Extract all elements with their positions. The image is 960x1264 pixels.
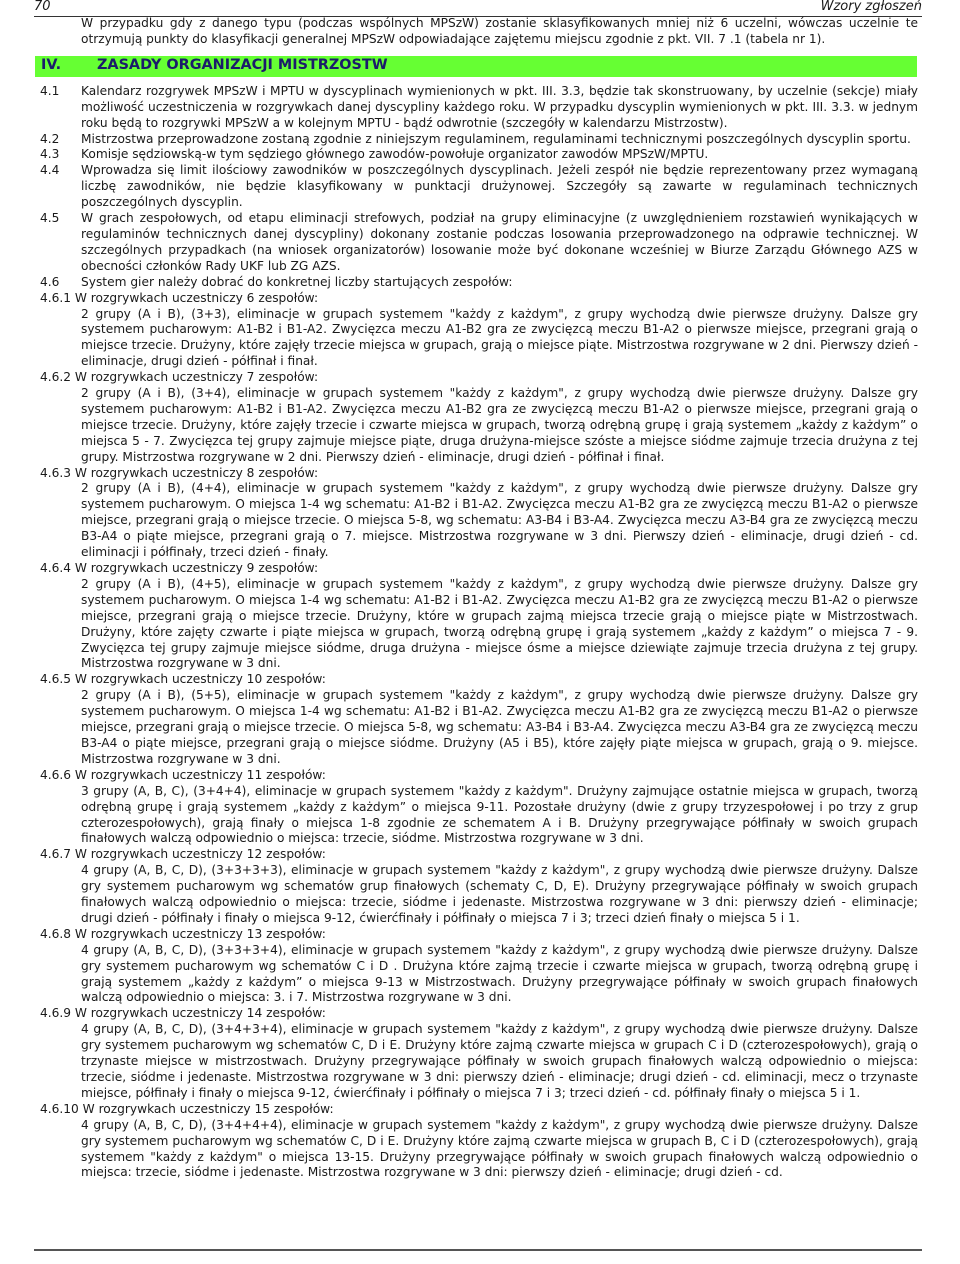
item-number: 4.2 xyxy=(40,131,60,146)
page-number: 70 xyxy=(34,0,51,14)
item-number: 4.5 xyxy=(40,211,60,226)
subitem-heading: 4.6.6 W rozgrywkach uczestniczy 11 zespołów: xyxy=(40,767,326,782)
subitem-body: 2 grupy (A i B), (5+5), eliminacje w grupach systemem "każdy z każdym", z grupy wychodzą dwie pierwsze drużyny. Dalsze gry systemem pucharowym. O miejsca 1-4 wg schematu: A1-B2 i B1-A2. Zwycięzca meczu A1-B2 gra ze zwycięzcą meczu B1-A2 o pierwsze miejsce, przegrani grają o miejsce trzecie. O miejsca 5-8, wg schematu: A3-B4 i B3-A4. Zwycięzca meczu A3-B4 gra ze zwycięzcą meczu B3-A4 o piąte miejsce, przegrani grają o miejsce siódme. Drużyny (A5 i B5), które zajęły piąte miejsca w grupach, grają o 9. miejsce. Mistrzostwa rozgrywane w 3 dni. xyxy=(81,688,918,766)
item-text: W grach zespołowych, od etapu eliminacji strefowych, podział na grupy eliminacyjne (z uwzględnieniem rozstawień wynikających w regulaminów technicznych danej dyscypliny) dokonany zostanie podczas losowania przeprowadzonego na odprawie technicznej. W szczególnych przypadkach (na wniosek organizatorów) losowanie może być dokonane wcześniej w Biurze Zarządu Głównego AZS w obecności członków Rady UKF lub ZG AZS. xyxy=(81,211,918,273)
subitem-heading: 4.6.10 W rozgrywkach uczestniczy 15 zespołów: xyxy=(40,1101,334,1116)
subitem-heading: 4.6.5 W rozgrywkach uczestniczy 10 zespołów: xyxy=(40,672,326,687)
subitem-4-6-4 xyxy=(40,561,918,672)
subitem-heading: 4.6.9 W rozgrywkach uczestniczy 14 zespołów: xyxy=(40,1006,326,1021)
subitem-4-6-2 xyxy=(40,370,918,465)
section-title: ZASADY ORGANIZACJI MISTRZOSTW xyxy=(97,56,388,73)
subitem-body: 3 grupy (A, B, C), (3+4+4), eliminacje w grupach systemem "każdy z każdym". Drużyny zajmujące ostatnie miejsca w grupach, tworzą odrębną grupę i grają systemem „każdy z każdym” o miejsca 9-11. Pozostałe drużyny (dwie z grupy trzyzespołowej i po trzy z grup czterozespołowych), grają finały o miejsca 1-8 zgodnie ze schematem A i B. Drużyny przegrywające półfinały w swoich grupach finałowych walczą odpowiednio o miejsca: trzecie, siódme. Mistrzostwa rozgrywane w 3 dni. xyxy=(81,783,918,846)
section-number: IV. xyxy=(41,56,62,73)
item-number: 4.4 xyxy=(40,163,60,178)
subitem-4-6-7 xyxy=(40,847,918,927)
item-4-5 xyxy=(40,211,918,275)
bottom-rule xyxy=(34,1249,922,1253)
intro-paragraph: W przypadku gdy z danego typu (podczas wspólnych MPSzW) zostanie sklasyfikowanych mniej niż 6 uczelni, wówczas uczelnie te otrzymują punkty do klasyfikacji generalnej MPSzW odpowiadające zajętemu miejscu zgodnie z pkt. VII. 7 .1 (tabela nr 1). xyxy=(81,16,918,46)
subitem-4-6-1 xyxy=(40,291,918,371)
subitem-body: 2 grupy (A i B), (3+4), eliminacje w grupach systemem "każdy z każdym", z grupy wychodzą dwie pierwsze drużyny. Dalsze gry systemem pucharowym: A1-B2 i B1-A2. Zwycięzca meczu A1-B2 gra ze zwycięzcą meczu B1-A2 o pierwsze miejsce, przegrani grają o miejsce trzecie. Drużyny, które zajęły trzecie i czwarte miejsca w grupach, tworzą odrębną grupę i grają systemem „każdy z każdym” o miejsca 5 - 7. Zwycięzca tej grupy zajmuje miejsce piąte, druga drużyna-miejsce szóste a miejsce siódme zajmuje trzecia drużyna z tej grupy. Mistrzostwa rozgrywane w 2 dni. Pierwszy dzień - eliminacje, drugi dzień - półfinał i finał. xyxy=(81,386,918,464)
subitem-4-6-8 xyxy=(40,927,918,1007)
page-header xyxy=(34,0,922,17)
item-number: 4.6 xyxy=(40,274,60,289)
subitem-body: 4 grupy (A, B, C, D), (3+4+4+4), eliminacje w grupach systemem "każdy z każdym", z grupy wychodzą dwie pierwsze drużyny. Dalsze gry systemem pucharowym wg schematów C, D i E. Drużyny które zajmą czwarte miejsca w grupach B, C i D (czterozespołowych), grają systemem "każdy z każdym" o miejsca 13-15. Drużyny przegrywające półfinały w swoich grupach finałowych walczą odpowiednio o miejsca: trzecie, siódme i jedenaste. Mistrzostwa rozgrywane w 3 dni: pierwszy dzień - eliminacje; drugi dzień - cd. xyxy=(81,1117,918,1180)
item-4-1 xyxy=(40,84,918,132)
page-content xyxy=(40,16,918,1181)
subitem-4-6-3 xyxy=(40,466,918,561)
running-title: Wzory zgłoszeń xyxy=(820,0,922,14)
item-text: System gier należy dobrać do konkretnej liczby startujących zespołów: xyxy=(81,274,513,289)
item-4-6 xyxy=(40,275,918,291)
subitem-4-6-9 xyxy=(40,1006,918,1101)
item-text: Mistrzostwa przeprowadzone zostaną zgodnie z niniejszym regulaminem, regulaminami technicznymi poszczególnych dyscyplin sportu. xyxy=(81,131,911,146)
subitem-body: 2 grupy (A i B), (4+5), eliminacje w grupach systemem "każdy z każdym", z grupy wychodzą dwie pierwsze drużyny. Dalsze gry systemem pucharowym. O miejsca 1-4 wg schematu: A1-B2 i B1-A2. Zwycięzca meczu A1-B2 gra ze zwycięzcą meczu B1-A2 o pierwsze miejsce, przegrani grają o miejsce trzecie. Drużyny, które w grupach zajmą miejsca trzecie grają o miejsce piąte w Mistrzostwach. Drużyny, które zajęty czwarte i piąte miejsca w grupach, tworzą odrębną grupę i grają systemem „każdy z każdym” o miejsca 7 - 9. Zwycięzca tej grupy zajmuje miejsce siódme, druga drużyna - miejsce ósme a miejsce dziewiąte zajmuje trzecia drużyna z tej grupy. Mistrzostwa rozgrywane w 3 dni. xyxy=(81,576,918,671)
subitem-heading: 4.6.1 W rozgrywkach uczestniczy 6 zespołów: xyxy=(40,290,319,305)
item-4-3 xyxy=(40,147,918,163)
subitem-body: 4 grupy (A, B, C, D), (3+3+3+3), eliminacje w grupach systemem "każdy z każdym", z grupy wychodzą dwie pierwsze drużyny. Dalsze gry systemem pucharowym wg schematów grup finałowych (schematy C, D, E). Drużyny przegrywające półfinały w swoich grupach finałowych walczą odpowiednio o miejsca: trzecie, siódme i jedenaste. Mistrzostwa rozgrywane w 3 dni: pierwszy dzień - eliminacje; drugi dzień - półfinały i finały o miejsca 9-12, ćwierćfinały i półfinały o miejsca 7 i 3; trzeci dzień finały o miejsca 5 i 1. xyxy=(81,863,918,925)
subitem-heading: 4.6.8 W rozgrywkach uczestniczy 13 zespołów: xyxy=(40,926,326,941)
subitem-heading: 4.6.2 W rozgrywkach uczestniczy 7 zespołów: xyxy=(40,370,319,385)
subitem-body: 4 grupy (A, B, C, D), (3+4+3+4), eliminacje w grupach systemem "każdy z każdym", z grupy wychodzą dwie pierwsze drużyny. Dalsze gry systemem pucharowym wg schematów C, D i E. Drużyny które zajmą czwarte miejsca w grupach C i D (czterozespołowych), grają o trzynaste miejsce w mistrzostwach. Drużyny przegrywające półfinały w swoich grupach finałowych walczą odpowiednio o miejsca: trzecie, siódme i jedenaste. Mistrzostwa rozgrywane w 3 dni: pierwszy dzień - eliminacje; drugi dzień - cd. eliminacji, mecz o trzynaste miejsce, półfinały i finały o miejsca 9-12, ćwierćfinały i półfinały o miejsca 7 i 3; trzeci dzień - cd. półfinały finały o miejsca 5 i 1. xyxy=(81,1022,918,1100)
item-number: 4.3 xyxy=(40,147,60,162)
item-text: Wprowadza się limit ilościowy zawodników w poszczególnych dyscyplinach. Jeżeli zespół nie będzie reprezentowany przez wymaganą liczbę zawodników, nie będzie klasyfikowany w punktacji drużynowej. Szczegóły są zawarte w regulaminach technicznych poszczególnych dyscyplin. xyxy=(81,163,918,210)
item-number: 4.1 xyxy=(40,83,60,98)
subitem-body: 4 grupy (A, B, C, D), (3+3+3+4), eliminacje w grupach systemem "każdy z każdym", z grupy wychodzą dwie pierwsze drużyny. Dalsze gry systemem pucharowym wg schematów C i D . Drużyna które zajmą trzecie i czwarte miejsca w grupach, tworzą odrębną grupę i grają systemem „każdy z każdym” o miejsca 9-13 w Mistrzostwach. Drużyny przegrywające półfinały w swoich grupach finałowych walczą odpowiednio o miejsca: 3. i 7. Mistrzostwa rozgrywane w 3 dni. xyxy=(81,942,918,1005)
item-4-4 xyxy=(40,163,918,211)
subitem-heading: 4.6.4 W rozgrywkach uczestniczy 9 zespołów: xyxy=(40,561,319,575)
item-text: Kalendarz rozgrywek MPSzW i MPTU w dyscyplinach wymienionych w pkt. III. 3.3, będzie tak skonstruowany, by uczelnie (sekcje) miały możliwość uczestniczenia w rozgrywkach danej dyscypliny każdego roku. W przypadku dyscyplin wymienionych w pkt. III. 3.3. w jednym roku będą to rozgrywki MPSzW a w kolejnym MPTU - bądź odwrotnie (szczegóły w kalendarzu Mistrzostw). xyxy=(81,83,918,130)
subitem-4-6-6 xyxy=(40,768,918,848)
subitem-body: 2 grupy (A i B), (4+4), eliminacje w grupach systemem "każdy z każdym", z grupy wychodzą dwie pierwsze drużyny. Dalsze gry systemem pucharowym. O miejsca 1-4 wg schematu: A1-B2 i B1-A2. Zwycięzca meczu A1-B2 gra ze zwycięzcą meczu B1-A2 o pierwsze miejsce, przegrani grają o miejsce trzecie. O miejsca 5-8, wg schematu: A3-B4 i B3-A4. Zwycięzca meczu A3-B4 gra ze zwycięzcą meczu B3-A4 o piąte miejsce, przegrani grają o 7. miejsce. Mistrzostwa rozgrywane w 3 dni. Pierwszy dzień - eliminacje, drugi dzień - cd. eliminacji i półfinały, trzeci dzień - finały. xyxy=(81,481,918,560)
item-4-2 xyxy=(40,132,918,148)
subitem-body: 2 grupy (A i B), (3+3), eliminacje w grupach systemem "każdy z każdym", z grupy wychodzą dwie pierwsze drużyny. Dalsze gry systemem pucharowym: A1-B2 i B1-A2. Zwycięzca meczu A1-B2 gra ze zwycięzcą meczu B1-A2 o pierwsze miejsce, przegrani grają o miejsce trzecie. Drużyny, które zajęły trzecie miejsca w grupach, grają o miejsce piąte. Mistrzostwa rozgrywane w 2 dni. Pierwszy dzień - eliminacje, drugi dzień - półfinał i finał. xyxy=(81,306,918,369)
subitem-heading: 4.6.7 W rozgrywkach uczestniczy 12 zespołów: xyxy=(40,847,326,862)
subitem-4-6-10 xyxy=(40,1102,918,1182)
item-text: Komisje sędziowską-w tym sędziego głównego zawodów-powołuje organizator zawodów MPSzW/MPTU. xyxy=(81,147,709,162)
section-heading xyxy=(35,56,917,77)
subitem-heading: 4.6.3 W rozgrywkach uczestniczy 8 zespołów: xyxy=(40,465,319,480)
subitem-4-6-5 xyxy=(40,672,918,767)
